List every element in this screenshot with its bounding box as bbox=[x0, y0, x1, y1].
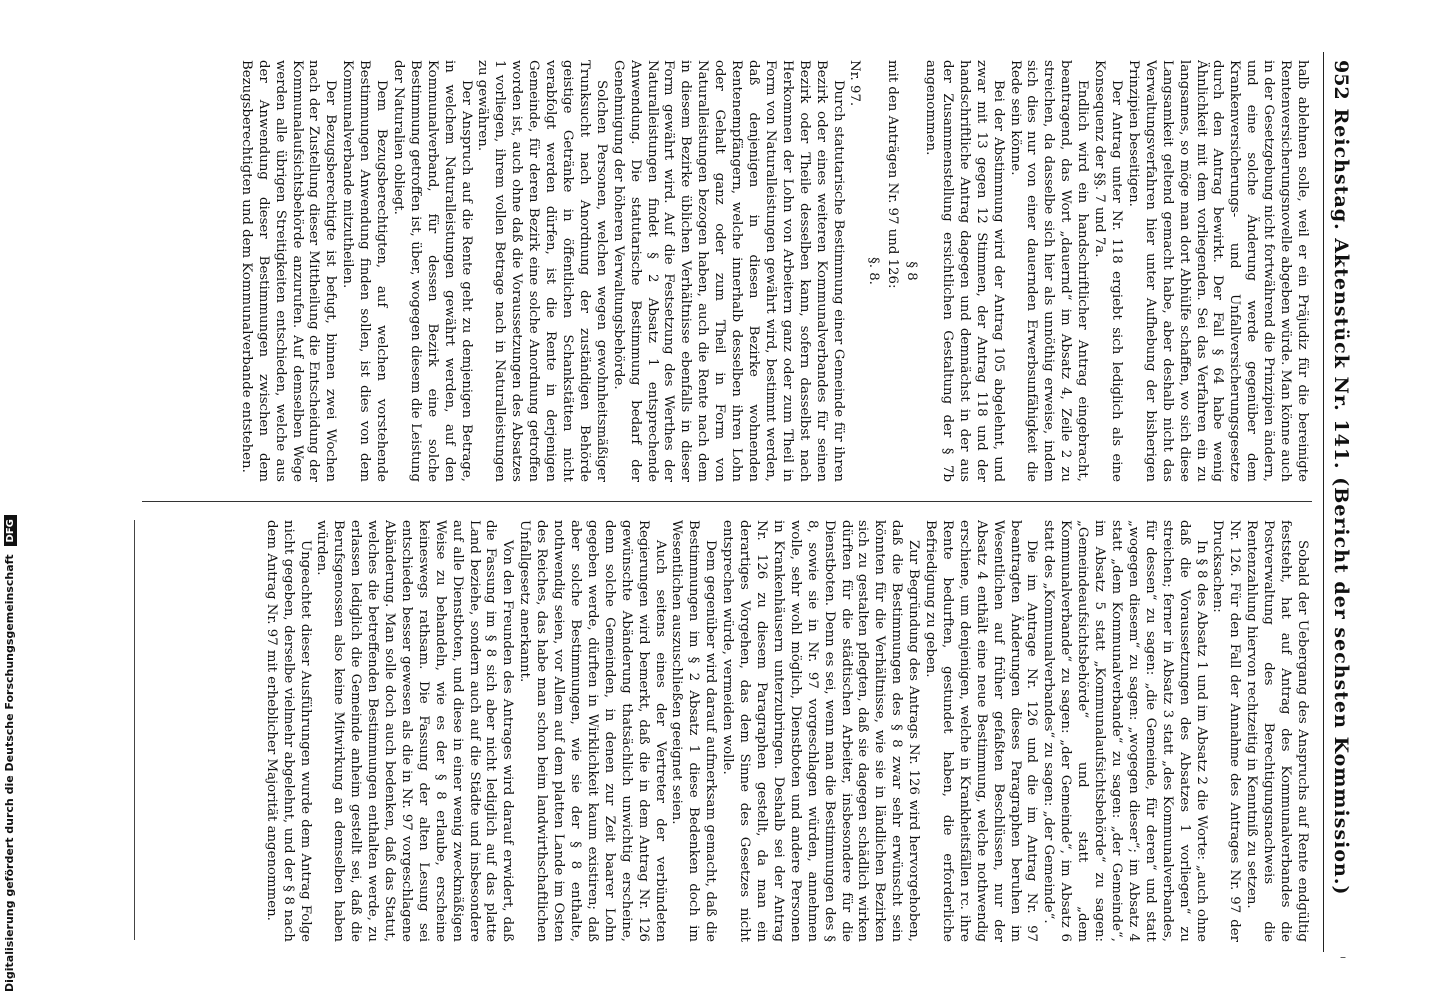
right-text-column bbox=[140, 520, 1310, 942]
digitization-credit-strip bbox=[0, 0, 22, 1000]
column-divider bbox=[142, 501, 1312, 502]
section-heading: §. 8. bbox=[866, 257, 882, 285]
paragraph: Der Bezugsberechtigte ist befugt, binnen zwei Wochen nach der Zustellung dieser Mittheilung die Entscheidung der Kommunalaufsichtsbehörde anzurufen. Auf demselben Wege werden alle übrigen Streitigkeiten entschieden, welche aus der Anwendung dieser Bestimmungen zwischen dem Bezugsberechtigten und dem Kommunalverbande entstehen. bbox=[238, 60, 339, 482]
paragraph: Endlich wird ein handschriftlicher Antrag eingebracht, beantragend, das Wort „dauernd“ im Absatz 4, Zeile 2 zu streichen, da dasselbe sich hier als unnöthig erweise, indem sich dies nur von einer dauernden Erwerbsunfähigkeit die Rede sein könne. bbox=[1007, 60, 1091, 482]
credit-text: Digitalisierung gefördert durch die Deutsche Forschungsgemeinschaft bbox=[3, 554, 16, 992]
paragraph: Zur Begründung des Antrags Nr. 126 wird hervorgehoben, daß die Bestimmungen des § 8 zwar sehr erwünscht sein könnten für die Verhältnisse, wie sie in ländlichen Bezirken sich zu gestalten pflegten, daß sie dagegen schädlich wirken dürften für die städtischen Arbeiter, insbesondere für die Dienstboten. Denn es sei, wenn man die Bestimmungen des § 8, sowie sie in Nr. 97 vorgeschlagen würden, annehmen wolle, sehr wohl möglich, Dienstboten und andere Personen in Krankenhäusern unterzubringen. Deshalb sei der Antrag Nr. 126 zu diesem Paragraphen gestellt, da man ein derartiges Vorgehen, das dem Sinne des Gesetzes nicht entsprechen würde, vermeiden wolle. bbox=[720, 520, 922, 942]
margin-mark: – bbox=[1340, 950, 1346, 964]
paragraph: Dem gegenüber wird darauf aufmerksam gemacht, daß die Bestimmungen im § 2 Absatz 1 diese Bedenken doch im Wesentlichen auszuschließen geeignet seien. bbox=[669, 520, 719, 942]
paragraph: Von den Freunden des Antrages wird darauf erwidert, daß die Fassung im § 8 sich aber nicht lediglich auf das platte Land beziehe, sondern auch auf die Städte und insbesondere auf alle Dienstboten, und diese in einer wenig zweckmäßigen Weise zu behandeln, wie es der § 8 erlaube, erscheine keineswegs rathsam. Die Fassung der alten Lesung sei entschieden besser gewesen als die in Nr. 97 vorgeschlagene Abänderung. Man solle doch auch bedenken, daß das Statut, welches die betreffenden Bestimmungen enthalten werde, zu erlassen lediglich die Gemeinde anheim gestellt sei, daß die Berufsgenossen also keine Mitwirkung an demselben haben würden. bbox=[314, 520, 516, 942]
paragraph: Ungeachtet dieser Ausführungen wurde dem Antrag Folge nicht gegeben, derselbe vielmehr abgelehnt, und der § 8 nach dem Antrag Nr. 97 mit erheblicher Majorität angenommen. bbox=[263, 520, 313, 942]
paragraph: Sobald der Uebergang des Anspruchs auf Rente endgültig feststeht, hat auf Antrag des Kommunalverbandes die Postverwaltung des Berechtigungsnachweis die Rentenzahlung hiervon rechtzeitig in Kenntniß zu setzen. bbox=[1244, 520, 1310, 942]
paragraph: Auch seitens eines der Vertreter der verbündeten Regierungen wird bemerkt, daß die in dem Antrag Nr. 126 gewünschte Abänderung thatsächlich unwichtig erscheine, denn solche Gemeinden, in denen zur Zeit baarer Lohn gegeben werde, dürften in Wirklichkeit kaum existiren; daß aber solche Bestimmungen, wie sie der § 8 enthalte, nothwendig seien, vor Allem auf dem platten Lande im Osten des Reiches, das habe man schon beim landwirthschaftlichen Unfallgesetz anerkannt. bbox=[517, 520, 668, 942]
motion-number: Nr. 97. bbox=[847, 60, 863, 107]
paragraph: Solchen Personen, welchen wegen gewohnheitsmäßiger Trunksucht nach Anordnung der zuständigen Behörde geistige Getränke in öffentlichen Schankstätten nicht verabfolgt werden dürfen, ist die Rente in derjenigen Gemeinde, für deren Bezirk eine solche Anordnung getroffen worden ist, auch ohne daß die Voraussetzungen des Absatzes 1 vorliegen, ihrem vollen Betrage nach in Naturalleistungen zu gewähren. bbox=[475, 60, 609, 482]
paragraph: Bei der Abstimmung wird der Antrag 105 abgelehnt, und zwar mit 13 gegen 12 Stimmen, der Antrag 118 und der handschriftliche Antrag dagegen und demnächst in der aus der Zusammenstellung ersichtlichen Gestaltung der § 7b angenommen. bbox=[923, 60, 1006, 482]
section-heading: § 8 bbox=[904, 261, 920, 281]
running-title: Reichstag. Aktenstück Nr. 141. (Bericht der sechsten Kommission.) bbox=[1330, 108, 1352, 896]
dfg-logo: DFG bbox=[4, 515, 17, 546]
motion-paragraph: Nr. 126. Für den Fall der Annahme des Antrages Nr. 97 der Drucksachen: bbox=[1210, 520, 1243, 942]
paragraph: Durch statutarische Bestimmung einer Gemeinde für ihren Bezirk oder eines weiteren Kommunalverbandes für seinen Bezirk oder Theile desselben kann, sofern dasselbst nach Herkommen der Lohn von Arbeitern ganz oder zum Theil in Form von Naturalleistungen gewährt wird, bestimmt werden, daß denjenigen in diesen Bezirke wohnenden Rentenempfängern, welche innerhalb desselben ihren Lohn oder Gehalt ganz oder zum Theil in Form von Naturalleistungen bezogen haben, auch die Rente nach dem in diesem Bezirke üblichen Verhältnisse ebenfalls in dieser Form gewährt wird. Auf die Festsetzung des Werthes der Naturalleistungen findet § 2 Absatz 1 entsprechende Anwendung. Die statutarische Bestimmung bedarf der Genehmigung der höheren Verwaltungsbehörde. bbox=[610, 60, 846, 482]
digitization-credit bbox=[3, 12, 19, 992]
paragraph: Der Antrag unter Nr. 118 ergiebt sich lediglich als eine Konsequenz der §§. 7 und 7a. bbox=[1092, 60, 1125, 482]
end-rule bbox=[134, 520, 135, 940]
paragraph: Die im Antrage Nr. 126 und die im Antrag Nr. 97 beantragten Änderungen dieses Paragraphen beruhen im Wesentlichen auf früher gefaßten Beschlüssen, nur der Absatz 4 enthält eine neue Bestimmung, welche nothwendig erschiene, um denjenigen, welche in Krankheitsfällen rc. ihre Rente bedurften, gestundet haben, die erforderliche Befriedigung zu geben. bbox=[923, 520, 1040, 942]
paragraph: Dem Bezugsberechtigten, auf welchen vorstehende Bestimmungen Anwendung finden sollen, ist dies von dem Kommunalverbande mitzutheilen. bbox=[340, 60, 390, 482]
paragraph: halb ablehnen solle, weil er ein Präjudiz für die bereinigte Rentenversicherungsnovelle abgeben würde. Man könne auch in der Gesetzgebung nicht fortwährend die Prinzipien ändern, und eine solche Änderung werde gegenüber dem Krankenversicherungs- und Unfallversicherungsgesetze durch den Antrag bewirkt. Der Fall § 64 habe wenig Ähnlichkeit mit dem vorliegenden. Sei das Verfahren ein zu langsames, so möge man dort Abhülfe schaffen, wo sich diese Langsamkeit geltend gemacht habe, aber deshalb nicht das Verwaltungsverfahren hier unter Aufhebung der bisherigen Prinzipien beseitigen. bbox=[1125, 60, 1310, 482]
page-header bbox=[1320, 42, 1360, 962]
motion-line: mit den Anträgen Nr. 97 und 126: bbox=[885, 60, 901, 289]
page-number: 952 bbox=[1330, 60, 1352, 100]
paragraph: Der Anspruch auf die Rente geht zu demjenigen Betrage, in welchem Naturalleistungen gewährt werden, auf den Kommunalverband, für dessen Bezirk eine solche Bestimmung getroffen ist, über, wogegen diesem die Leistung der Naturalien obliegt. bbox=[390, 60, 474, 482]
left-text-column bbox=[140, 60, 1310, 482]
rotated-document-sheet bbox=[90, 42, 1360, 962]
header-rule bbox=[1323, 52, 1324, 952]
paragraph: In § 8 des Absatz 1 und im Absatz 2 die Worte: „auch ohne daß die Voraussetzungen des Absatzes 1 vorliegen“ zu streichen; ferner in Absatz 3 statt „des Kommunalverbandes, für dessen“ zu sagen: „die Gemeinde, für deren“ und statt „wogegen diesem“ zu sagen: „wogegen dieser“; im Absatz 4 statt „dem Kommunalverbande“ zu sagen: „der Gemeinde“, im Absatz 5 statt „Kommunalaufsichtsbehörde“ zu sagen: „Gemeindeaufsichtsbehörde“ und statt „dem Kommunalverbande“ zu sagen: „der Gemeinde“, im Absatz 6 statt des „Kommunalverbandes“ zu sagen: „der Gemeinde“. bbox=[1041, 520, 1209, 942]
